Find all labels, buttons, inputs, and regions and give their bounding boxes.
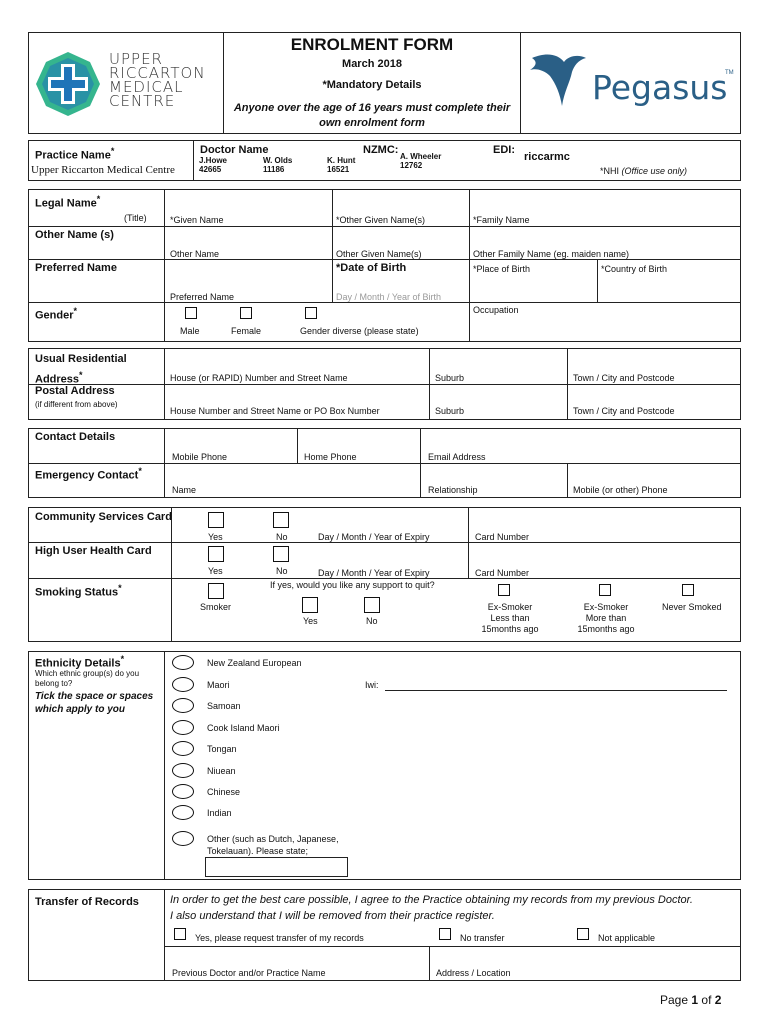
ethnicity-tick-instruction: Tick the space or spaces which apply to you bbox=[35, 691, 154, 715]
postal-town-field[interactable]: Town / City and Postcode bbox=[573, 406, 675, 416]
required-star: * bbox=[79, 370, 83, 380]
usual-address-line2: Address bbox=[35, 373, 80, 386]
contact-col-line3 bbox=[420, 428, 421, 498]
ethnicity-option-label-7: Chinese bbox=[207, 787, 241, 797]
personal-col-line1 bbox=[164, 189, 165, 342]
other-given-name2-field[interactable]: Other Given Name(s) bbox=[336, 249, 422, 259]
iwi-input-line[interactable] bbox=[385, 690, 727, 691]
postal-house-field[interactable]: House Number and Street Name or PO Box Number bbox=[170, 406, 380, 416]
doctor-2-name: W. Olds bbox=[263, 156, 293, 165]
contact-row-line bbox=[28, 463, 741, 464]
nhi-label: *NHI bbox=[600, 166, 620, 176]
pegasus-wordmark: Pegasus bbox=[592, 68, 728, 107]
form-date: March 2018 bbox=[342, 58, 402, 70]
doctor-1-name: J.Howe bbox=[199, 156, 228, 165]
practice-divider bbox=[193, 140, 194, 181]
transfer-yes-label: Yes, please request transfer of my records bbox=[195, 933, 364, 943]
cards-row-line2 bbox=[28, 578, 741, 579]
postal-address-label: Postal Address bbox=[35, 385, 115, 397]
postal-address-note: (if different from above) bbox=[35, 400, 118, 409]
ethnicity-other-line1: Other (such as Dutch, Japanese, bbox=[207, 834, 339, 844]
previous-address-field[interactable]: Address / Location bbox=[436, 968, 511, 978]
ethnicity-question: Which ethnic group(s) do you belong to? bbox=[35, 669, 140, 688]
personal-row-line2 bbox=[28, 259, 741, 260]
address-col-line1 bbox=[164, 348, 165, 420]
nhi-note: (Office use only) bbox=[621, 166, 688, 176]
required-star: * bbox=[138, 466, 142, 476]
ethnicity-option-label-5: Tongan bbox=[207, 744, 237, 754]
ex-smoker-less-line3: 15months ago bbox=[481, 624, 539, 634]
cards-row-line1 bbox=[28, 542, 741, 543]
huhc-yes-label: Yes bbox=[208, 566, 223, 576]
ex-smoker-less-line1: Ex-Smoker bbox=[487, 602, 533, 612]
emergency-name-field[interactable]: Name bbox=[172, 485, 197, 495]
other-family-name-field[interactable]: Other Family Name (eg. maiden name) bbox=[473, 249, 630, 259]
address-row-line bbox=[28, 384, 741, 385]
home-phone-field[interactable]: Home Phone bbox=[304, 452, 357, 462]
nzmc-label: NZMC: bbox=[363, 144, 399, 156]
personal-row-line1 bbox=[28, 226, 741, 227]
legal-name-text: Legal Name bbox=[35, 197, 97, 210]
doctor-3-name: K. Hunt bbox=[327, 156, 356, 165]
ethnicity-option-radio-8[interactable] bbox=[172, 805, 194, 820]
csc-yes-checkbox[interactable] bbox=[208, 512, 224, 528]
quit-support-no-label: No bbox=[366, 616, 378, 626]
ex-smoker-more-line2: More than bbox=[585, 613, 627, 623]
practice-name-label bbox=[35, 146, 114, 162]
emergency-contact-text: Emergency Contact bbox=[35, 469, 139, 482]
doctor-4-code: 12762 bbox=[400, 161, 423, 170]
other-names-label: Other Name (s) bbox=[35, 229, 114, 241]
quit-support-yes-checkbox[interactable] bbox=[302, 597, 318, 613]
required-star: * bbox=[73, 306, 78, 316]
preferred-name-label: Preferred Name bbox=[35, 262, 117, 274]
doctor-1-code: 42665 bbox=[199, 165, 222, 174]
smoker-label: Smoker bbox=[200, 602, 232, 612]
doctor-4 bbox=[400, 152, 441, 170]
pegasus-horse-icon bbox=[528, 48, 588, 114]
email-field[interactable]: Email Address bbox=[428, 452, 486, 462]
dob-field[interactable]: Day / Month / Year of Birth bbox=[336, 292, 442, 302]
ethnicity-option-label-6: Niuean bbox=[207, 766, 236, 776]
ethnicity-option-radio-4[interactable] bbox=[172, 720, 194, 735]
csc-yes-label: Yes bbox=[208, 532, 223, 542]
gender-male-label: Male bbox=[180, 326, 200, 336]
csc-no-checkbox[interactable] bbox=[273, 512, 289, 528]
required-star: * bbox=[110, 146, 115, 156]
personal-row-line3 bbox=[28, 302, 741, 303]
usual-address-label bbox=[35, 351, 127, 388]
title-field[interactable]: (Title) bbox=[124, 213, 147, 223]
ethnicity-option-label-8: Indian bbox=[207, 808, 232, 818]
gender-diverse-checkbox[interactable] bbox=[305, 307, 317, 319]
page-label: Page bbox=[660, 993, 689, 1007]
practice-name-text: Practice Name bbox=[35, 149, 111, 162]
family-name-field[interactable]: *Family Name bbox=[473, 215, 530, 225]
ex-smoker-less-line2: Less than bbox=[490, 613, 530, 623]
logo-text-line4: CENTRE bbox=[109, 92, 176, 110]
cards-col-line2 bbox=[468, 507, 469, 578]
personal-col-line4 bbox=[597, 259, 598, 302]
header-divider-right bbox=[520, 32, 521, 134]
ethnicity-other-label bbox=[207, 833, 339, 857]
ex-smoker-more-line1: Ex-Smoker bbox=[583, 602, 629, 612]
logo-text-line1: UPPER bbox=[109, 50, 163, 68]
ethnicity-option-label-1: New Zealand European bbox=[207, 658, 302, 668]
transfer-consent-line2: I also understand that I will be removed from their practice register. bbox=[170, 910, 495, 922]
personal-col-line3 bbox=[469, 189, 470, 342]
csc-expiry-field[interactable]: Day / Month / Year of Expiry bbox=[318, 532, 430, 542]
pegasus-logo bbox=[528, 48, 736, 118]
other-given-name-field[interactable]: *Other Given Name(s) bbox=[336, 215, 426, 225]
address-col-line3 bbox=[567, 348, 568, 420]
ethnicity-other-input[interactable] bbox=[205, 857, 348, 877]
ethnicity-other-line2: Tokelauan). Please state; bbox=[207, 846, 309, 856]
ethnicity-col-line bbox=[164, 651, 165, 880]
doctor-1 bbox=[199, 156, 227, 174]
transfer-na-checkbox[interactable] bbox=[577, 928, 589, 940]
doctor-name-label: Doctor Name bbox=[200, 144, 269, 156]
usual-address-line1: Usual Residential bbox=[35, 353, 127, 365]
ethnicity-option-radio-1[interactable] bbox=[172, 655, 194, 670]
csc-label: Community Services Card bbox=[35, 511, 172, 523]
practice-logo bbox=[34, 50, 220, 120]
page-current: 1 bbox=[691, 993, 699, 1007]
preferred-name-field[interactable]: Preferred Name bbox=[170, 292, 235, 302]
suburb-field[interactable]: Suburb bbox=[435, 373, 465, 383]
ex-smoker-less-label bbox=[470, 602, 550, 635]
ethnicity-option-radio-other[interactable] bbox=[172, 831, 194, 846]
transfer-na-label: Not applicable bbox=[598, 933, 656, 943]
ex-smoker-less-checkbox[interactable] bbox=[498, 584, 510, 596]
legal-name-label bbox=[35, 194, 100, 210]
relationship-field[interactable]: Relationship bbox=[428, 485, 478, 495]
ethnicity-label bbox=[35, 654, 124, 670]
contact-col-line4 bbox=[567, 463, 568, 498]
gender-diverse-label: Gender diverse (please state) bbox=[300, 326, 419, 336]
csc-no-label: No bbox=[276, 532, 288, 542]
quit-support-no-checkbox[interactable] bbox=[364, 597, 380, 613]
csc-number-field[interactable]: Card Number bbox=[475, 532, 530, 542]
huhc-no-label: No bbox=[276, 566, 288, 576]
contact-details-label: Contact Details bbox=[35, 431, 116, 443]
doctor-2 bbox=[263, 156, 292, 174]
huhc-label: High User Health Card bbox=[35, 545, 152, 557]
smoking-status-text: Smoking Status bbox=[35, 586, 119, 599]
transfer-col-line bbox=[164, 889, 165, 981]
smoker-checkbox[interactable] bbox=[208, 583, 224, 599]
ex-smoker-more-label bbox=[566, 602, 646, 635]
age-note-line1: Anyone over the age of 16 years must complete their bbox=[233, 102, 511, 114]
never-smoked-checkbox[interactable] bbox=[682, 584, 694, 596]
page-number bbox=[660, 993, 721, 1007]
ethnicity-option-radio-6[interactable] bbox=[172, 763, 194, 778]
contact-col-line2 bbox=[297, 428, 298, 463]
address-col-line2 bbox=[429, 348, 430, 420]
form-title: ENROLMENT FORM bbox=[290, 35, 454, 54]
page-total: 2 bbox=[714, 993, 722, 1007]
transfer-label: Transfer of Records bbox=[35, 896, 139, 908]
ex-smoker-more-checkbox[interactable] bbox=[599, 584, 611, 596]
transfer-no-checkbox[interactable] bbox=[439, 928, 451, 940]
huhc-yes-checkbox[interactable] bbox=[208, 546, 224, 562]
iwi-label: Iwi: bbox=[365, 680, 379, 690]
personal-col-line2 bbox=[332, 189, 333, 302]
ethnicity-option-label-4: Cook Island Maori bbox=[207, 723, 280, 733]
edi-label: EDI: bbox=[493, 144, 515, 156]
doctor-3-code: 16521 bbox=[327, 165, 350, 174]
cards-col-line1 bbox=[171, 507, 172, 642]
transfer-no-label: No transfer bbox=[460, 933, 505, 943]
ethnicity-option-radio-5[interactable] bbox=[172, 741, 194, 756]
ethnicity-option-radio-2[interactable] bbox=[172, 677, 194, 692]
gender-male-checkbox[interactable] bbox=[185, 307, 197, 319]
transfer-row-line bbox=[164, 946, 741, 947]
edi-value: riccarmc bbox=[524, 151, 570, 163]
transfer-consent-line1: In order to get the best care possible, I agree to the Practice obtaining my records from my previous Doctor. bbox=[170, 894, 693, 906]
previous-doctor-field[interactable]: Previous Doctor and/or Practice Name bbox=[172, 968, 326, 978]
quit-support-yes-label: Yes bbox=[303, 616, 318, 626]
page-of: of bbox=[701, 993, 712, 1007]
given-name-field[interactable]: *Given Name bbox=[170, 215, 224, 225]
required-star: * bbox=[118, 583, 122, 593]
huhc-expiry-field[interactable]: Day / Month / Year of Expiry bbox=[318, 568, 430, 578]
ethnicity-option-radio-7[interactable] bbox=[172, 784, 194, 799]
gender-female-label: Female bbox=[231, 326, 262, 336]
emergency-mobile-field[interactable]: Mobile (or other) Phone bbox=[573, 485, 668, 495]
dob-label: *Date of Birth bbox=[336, 262, 407, 274]
mobile-phone-field[interactable]: Mobile Phone bbox=[172, 452, 228, 462]
ethnicity-option-label-2: Maori bbox=[207, 680, 230, 690]
quit-support-question: If yes, would you like any support to quit? bbox=[270, 580, 435, 590]
gender-female-checkbox[interactable] bbox=[240, 307, 252, 319]
huhc-number-field[interactable]: Card Number bbox=[475, 568, 530, 578]
doctor-4-name: A. Wheeler bbox=[400, 152, 442, 161]
pob-field[interactable]: *Place of Birth bbox=[473, 264, 531, 274]
occupation-field[interactable]: Occupation bbox=[473, 305, 519, 315]
required-star: * bbox=[120, 654, 125, 664]
town-postcode-field[interactable]: Town / City and Postcode bbox=[573, 373, 675, 383]
mandatory-note: *Mandatory Details bbox=[322, 79, 422, 91]
house-street-field[interactable]: House (or RAPID) Number and Street Name bbox=[170, 373, 348, 383]
emergency-contact-label bbox=[35, 466, 142, 482]
huhc-no-checkbox[interactable] bbox=[273, 546, 289, 562]
ethnicity-option-label-3: Samoan bbox=[207, 701, 241, 711]
ethnicity-text: Ethnicity Details bbox=[35, 657, 121, 670]
postal-suburb-field[interactable]: Suburb bbox=[435, 406, 465, 416]
transfer-col-line2 bbox=[429, 946, 430, 981]
logo-text-line3: MEDICAL bbox=[109, 78, 184, 96]
ex-smoker-more-line3: 15months ago bbox=[577, 624, 635, 634]
doctor-3 bbox=[327, 156, 355, 174]
practice-name-value[interactable]: Upper Riccarton Medical Centre bbox=[31, 164, 175, 176]
transfer-yes-checkbox[interactable] bbox=[174, 928, 186, 940]
gender-label bbox=[35, 306, 77, 322]
other-name-field[interactable]: Other Name bbox=[170, 249, 220, 259]
smoking-status-label bbox=[35, 583, 122, 599]
age-note-line2: own enrolment form bbox=[319, 117, 425, 129]
required-star: * bbox=[96, 194, 101, 204]
gender-text: Gender bbox=[35, 309, 74, 322]
logo-text-line2: RICCARTON bbox=[109, 64, 206, 82]
contact-col-line1 bbox=[164, 428, 165, 498]
ethnicity-option-radio-3[interactable] bbox=[172, 698, 194, 713]
pegasus-tm: TM bbox=[725, 70, 734, 76]
never-smoked-label: Never Smoked bbox=[662, 602, 722, 612]
nhi-field[interactable] bbox=[600, 166, 687, 176]
doctor-2-code: 11186 bbox=[263, 165, 285, 174]
cob-field[interactable]: *Country of Birth bbox=[601, 264, 668, 274]
